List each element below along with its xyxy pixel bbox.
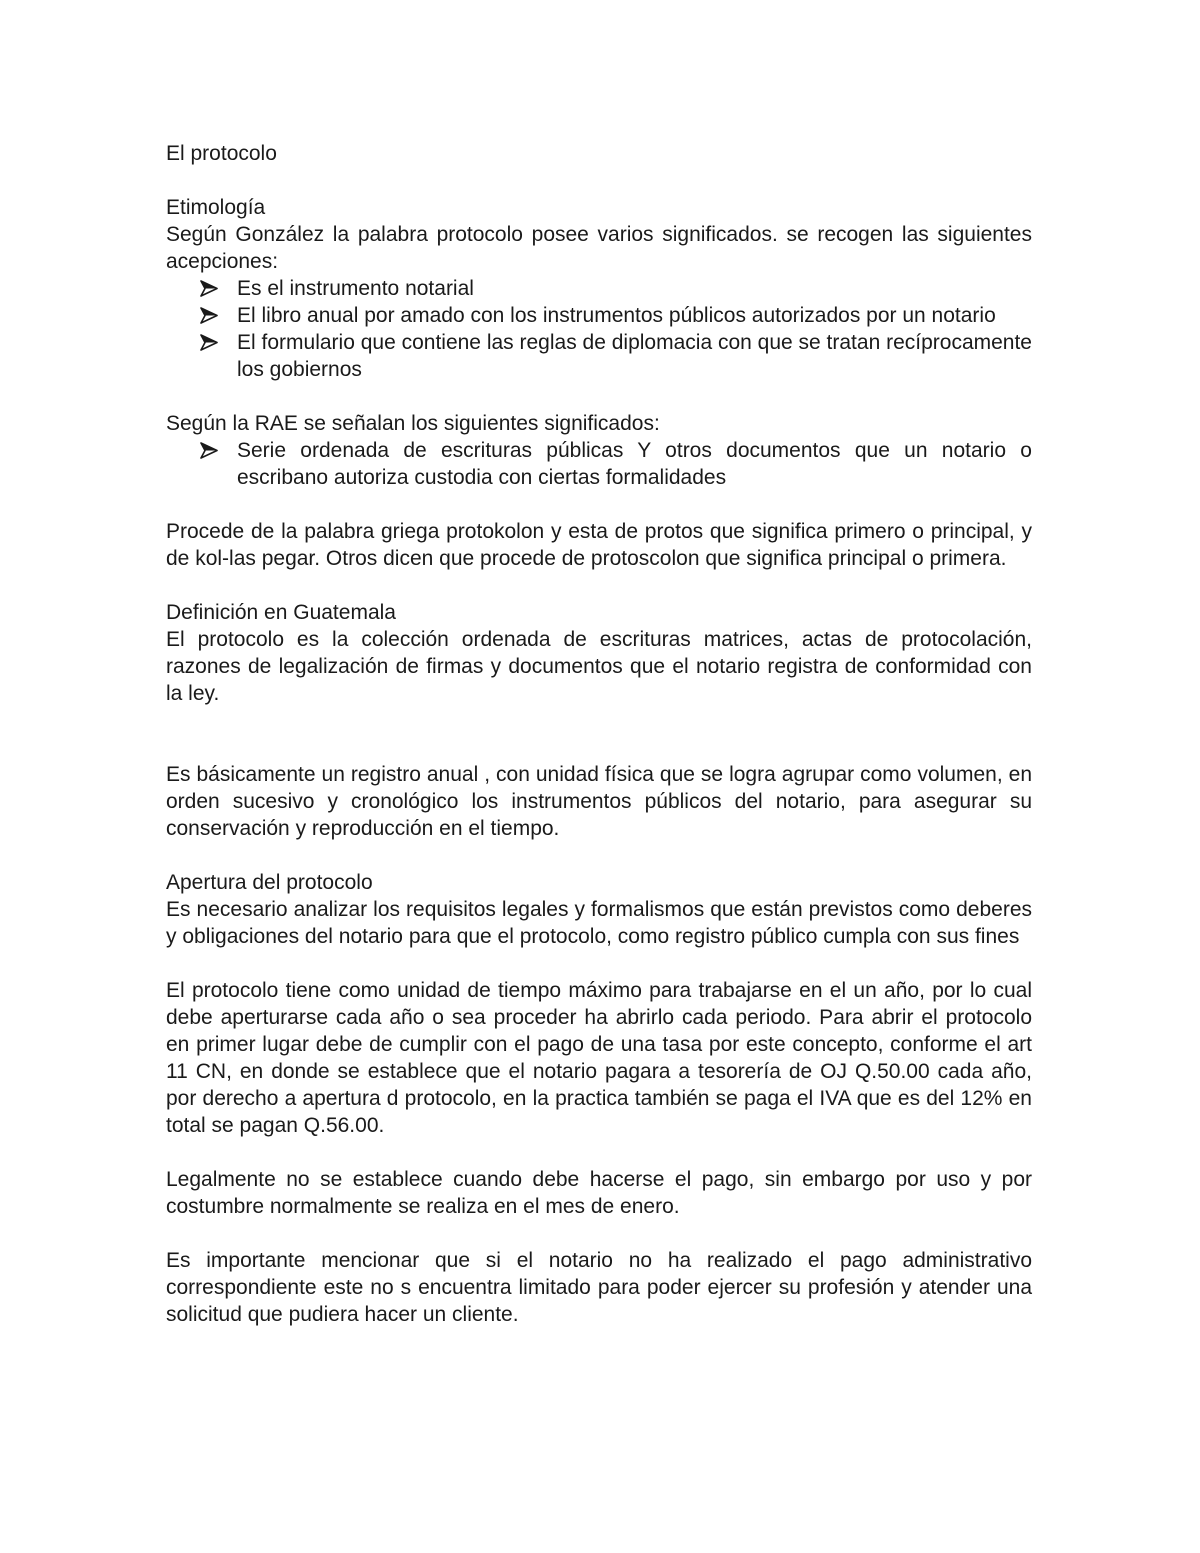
document-title: El protocolo xyxy=(166,142,277,165)
paragraph-procede: Procede de la palabra griega protokolon y esta de protos que significa primero o principal, y de kol-las pegar. Otros dicen que procede de protoscolon que significa principal o primera. xyxy=(166,520,1032,570)
paragraph-tiempo: El protocolo tiene como unidad de tiempo máximo para trabajarse en el un año, por lo cual debe aperturarse cada año o sea proceder ha abrirlo cada periodo. Para abrir el protocolo en primer lugar debe de cumplir con el pago de una tasa por este concepto, conforme el art 11 CN, en donde se establece que el notario pagara a tesorería de OJ Q.50.00 cada año, por derecho a apertura d protocolo, en la practica también se paga el IVA que es del 12% en total se pagan Q.56.00. xyxy=(166,979,1032,1137)
paragraph-registro: Es básicamente un registro anual , con unidad física que se logra agrupar como volumen, en orden sucesivo y cronológico los instrumentos públicos del notario, para asegurar su conservación y reproducción en el tiempo. xyxy=(166,763,1032,840)
list-item xyxy=(166,302,1032,329)
spacer xyxy=(166,1220,1032,1247)
spacer xyxy=(166,572,1032,599)
arrowhead-bullet-icon xyxy=(200,280,218,297)
spacer xyxy=(166,383,1032,410)
list-item xyxy=(166,275,1032,302)
paragraph-definicion: El protocolo es la colección ordenada de escrituras matrices, actas de protocolación, razones de legalización de firmas y documentos que el notario registra de conformidad con la ley. xyxy=(166,628,1032,705)
paragraph-apertura: Es necesario analizar los requisitos legales y formalismos que están previstos como deberes y obligaciones del notario para que el protocolo, como registro público cumpla con sus fines xyxy=(166,898,1032,948)
paragraph-importante: Es importante mencionar que si el notario no ha realizado el pago administrativo correspondiente este no s encuentra limitado para poder ejercer su profesión y atender una solicitud que pudiera hacer un cliente. xyxy=(166,1249,1032,1326)
spacer xyxy=(166,1139,1032,1166)
spacer xyxy=(166,842,1032,869)
list-item xyxy=(166,329,1032,383)
spacer xyxy=(166,491,1032,518)
list-item-text: Serie ordenada de escrituras públicas Y otros documentos que un notario o escribano autoriza custodia con ciertas formalidades xyxy=(237,439,1032,489)
paragraph-rae-intro: Según la RAE se señalan los siguientes significados: xyxy=(166,412,660,435)
section-heading-etimologia: Etimología xyxy=(166,196,266,219)
list-item-text: Es el instrumento notarial xyxy=(237,277,474,300)
paragraph-legalmente: Legalmente no se establece cuando debe hacerse el pago, sin embargo por uso y por costumbre normalmente se realiza en el mes de enero. xyxy=(166,1168,1032,1218)
arrowhead-bullet-icon xyxy=(200,334,218,351)
list-item-text: El libro anual por amado con los instrumentos públicos autorizados por un notario xyxy=(237,304,996,327)
paragraph-etimologia-intro: Según González la palabra protocolo posee varios significados. se recogen las siguientes acepciones: xyxy=(166,223,1032,273)
spacer xyxy=(166,167,1032,194)
spacer xyxy=(166,950,1032,977)
arrowhead-bullet-icon xyxy=(200,442,218,459)
section-heading-definicion: Definición en Guatemala xyxy=(166,601,396,624)
list-item-text: El formulario que contiene las reglas de diplomacia con que se tratan recíprocamente los gobiernos xyxy=(237,331,1032,381)
list-item xyxy=(166,437,1032,491)
spacer xyxy=(166,707,1032,761)
document-page xyxy=(166,140,1032,1328)
section-heading-apertura: Apertura del protocolo xyxy=(166,871,373,894)
bullet-list-rae xyxy=(166,437,1032,491)
bullet-list-acepciones xyxy=(166,275,1032,383)
arrowhead-bullet-icon xyxy=(200,307,218,324)
